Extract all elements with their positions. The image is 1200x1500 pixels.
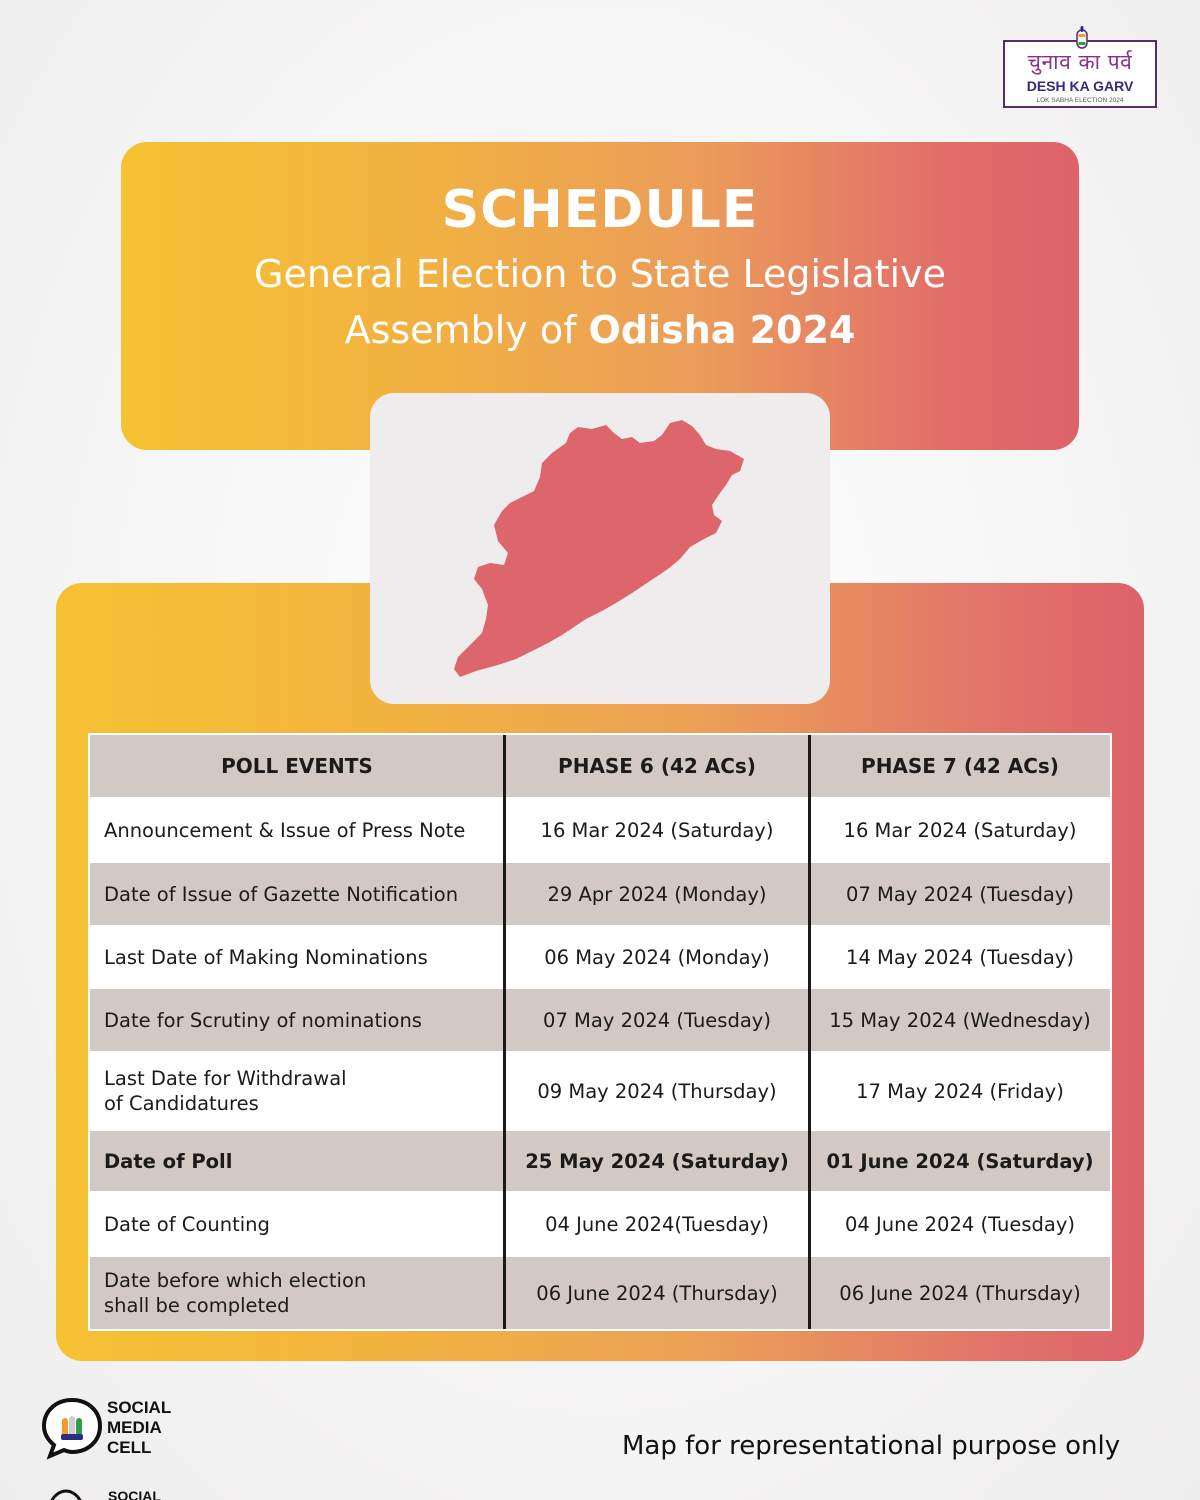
phase6-cell: 06 June 2024 (Thursday): [536, 1281, 778, 1305]
map-card: [370, 393, 830, 704]
social-line-1: SOCIAL: [107, 1398, 172, 1417]
event-cell: Date before which election shall be completed: [104, 1269, 367, 1317]
subtitle-state: Odisha 2024: [588, 308, 856, 352]
chat-bubble-icon: [46, 1488, 86, 1500]
social-line-3: CELL: [107, 1438, 152, 1457]
logo-hindi-text: चुनाव का पर्व: [1027, 50, 1133, 74]
column-header-phase7: PHASE 7 (42 ACs): [861, 754, 1059, 778]
social-partial-text: SOCIAL: [108, 1488, 161, 1500]
election-logo: [1003, 40, 1157, 108]
table-row: [90, 989, 1110, 1051]
schedule-table: [88, 733, 1112, 1331]
phase7-cell: 07 May 2024 (Tuesday): [846, 882, 1074, 906]
phase7-cell: 15 May 2024 (Wednesday): [829, 1008, 1091, 1032]
chat-bubble-icon: [40, 1396, 104, 1460]
table-row: [90, 797, 1110, 863]
table-row: [90, 1051, 1110, 1131]
subtitle-line-1: General Election to State Legislative: [254, 252, 946, 296]
phase7-cell: 06 June 2024 (Thursday): [839, 1281, 1081, 1305]
table-row: [90, 1131, 1110, 1191]
table-row: [90, 925, 1110, 989]
column-header-events: POLL EVENTS: [221, 753, 373, 778]
phase6-cell: 06 May 2024 (Monday): [544, 945, 770, 969]
phase6-cell: 07 May 2024 (Tuesday): [543, 1008, 771, 1032]
event-cell: Last Date of Making Nominations: [104, 945, 428, 969]
logo-english-text: DESH KA GARV: [1026, 78, 1134, 94]
phase7-cell: 04 June 2024 (Tuesday): [844, 1212, 1076, 1236]
social-media-cell-logo-partial: [46, 1488, 186, 1500]
table-row: [90, 863, 1110, 925]
social-media-cell-logo: [40, 1396, 200, 1466]
social-media-cell-text: [107, 1398, 171, 1458]
event-cell: Date of Poll: [104, 1149, 233, 1173]
event-cell: Date of Issue of Gazette Notification: [104, 882, 459, 906]
phase6-cell: 29 Apr 2024 (Monday): [547, 882, 767, 906]
event-cell: Date for Scrutiny of nominations: [104, 1008, 422, 1032]
phase7-cell: 17 May 2024 (Friday): [856, 1079, 1064, 1103]
column-divider: [808, 735, 811, 1329]
phase6-cell: 04 June 2024(Tuesday): [545, 1212, 769, 1236]
map-disclaimer: Map for representational purpose only: [622, 1431, 1121, 1461]
event-cell: Last Date for Withdrawal of Candidatures: [104, 1067, 347, 1115]
table-row: [90, 1191, 1110, 1257]
logo-subtitle: LOK SABHA ELECTION 2024: [1036, 97, 1124, 104]
phase6-cell: 25 May 2024 (Saturday): [525, 1149, 789, 1173]
subtitle-line-2: [121, 308, 1079, 352]
table-header-row: [90, 735, 1110, 797]
social-line-2: MEDIA: [107, 1418, 162, 1437]
phase6-cell: 09 May 2024 (Thursday): [537, 1079, 777, 1103]
table-row: [90, 1257, 1110, 1329]
column-header-phase6: PHASE 6 (42 ACs): [558, 754, 756, 778]
subtitle-prefix: Assembly of: [344, 308, 589, 352]
phase7-cell: 01 June 2024 (Saturday): [826, 1149, 1094, 1173]
phase7-cell: 16 Mar 2024 (Saturday): [843, 818, 1077, 842]
phase7-cell: 14 May 2024 (Tuesday): [846, 945, 1074, 969]
phase6-cell: 16 Mar 2024 (Saturday): [540, 818, 774, 842]
column-divider: [503, 735, 506, 1329]
page-title: SCHEDULE: [441, 180, 759, 240]
odisha-map-icon: [370, 393, 830, 704]
event-cell: Date of Counting: [104, 1212, 270, 1236]
event-cell: Announcement & Issue of Press Note: [104, 818, 466, 842]
